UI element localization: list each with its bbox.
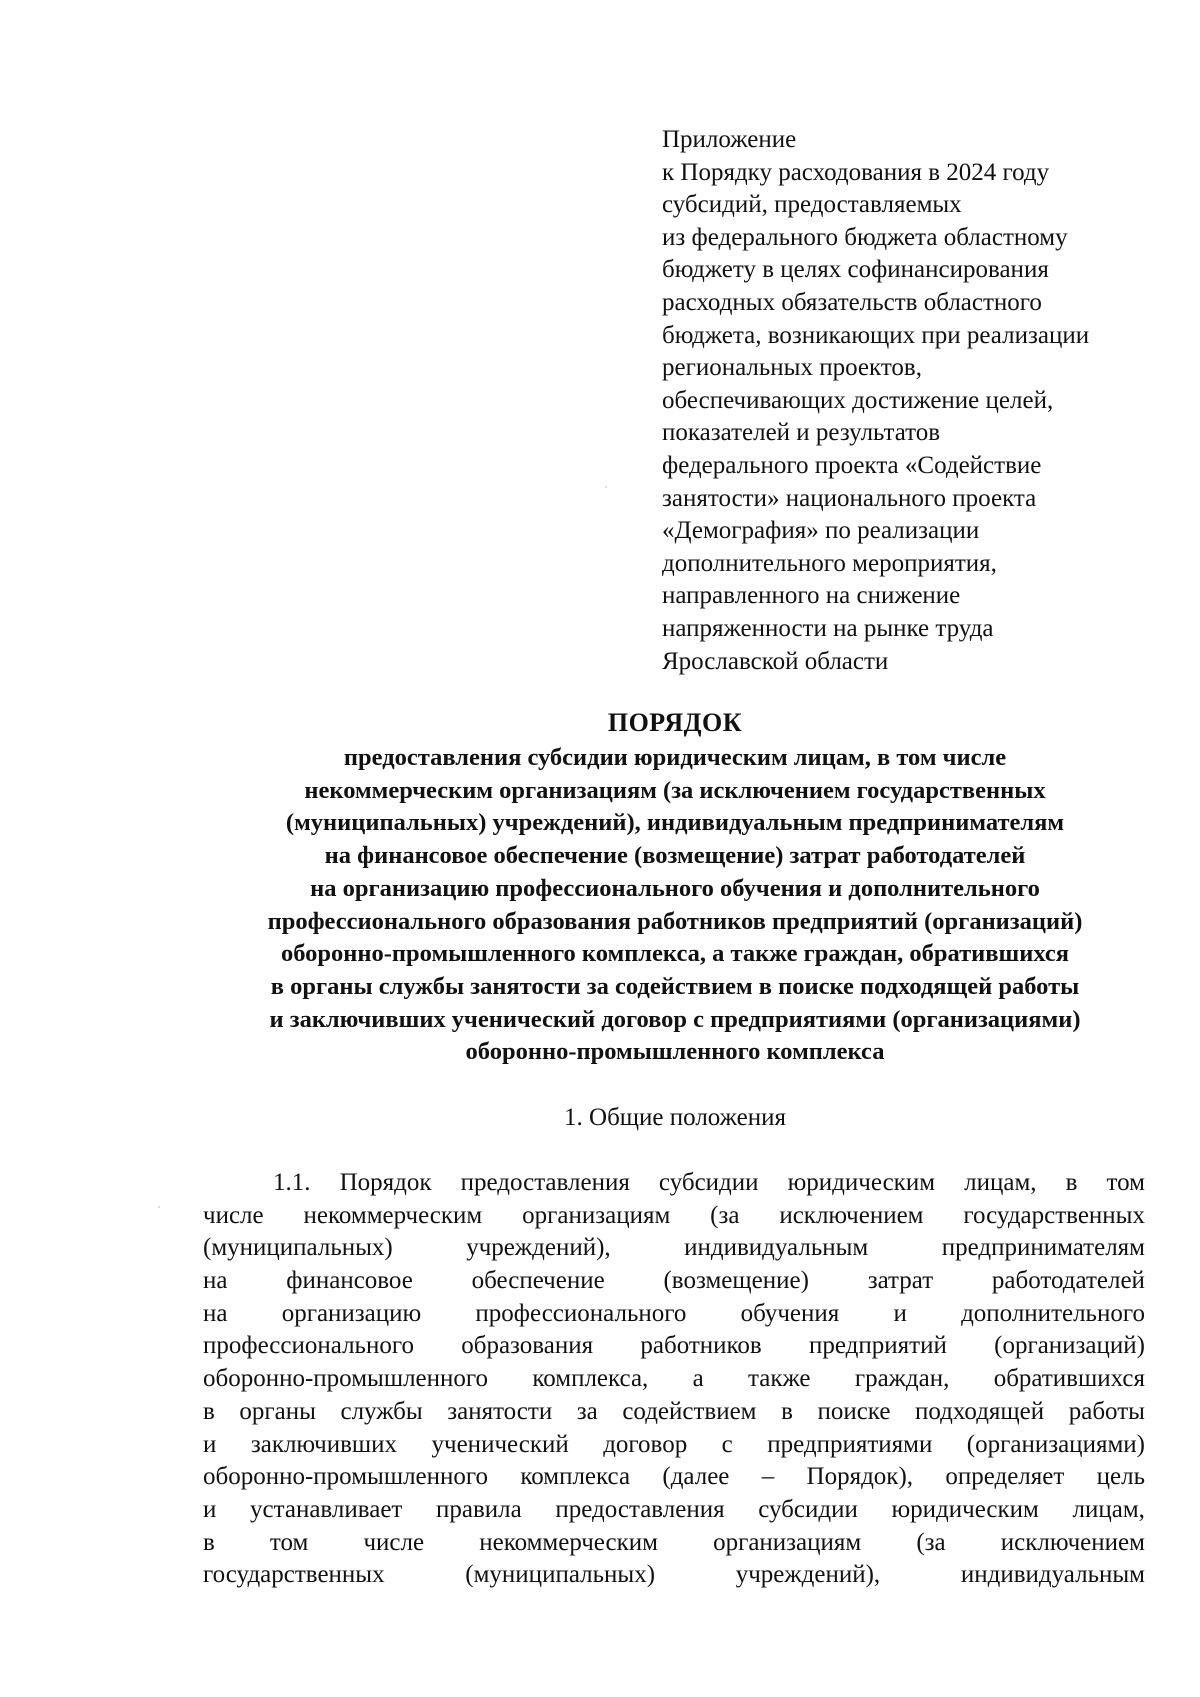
- appendix-line: показателей и результатов: [662, 419, 941, 447]
- subtitle-line: оборонно-промышленного комплекса: [465, 1038, 885, 1066]
- subtitle-line: оборонно-промышленного комплекса, а также граждан, обратившихся: [280, 940, 1070, 968]
- appendix-line: Ярославской области: [662, 647, 889, 675]
- appendix-line: обеспечивающих достижение целей,: [662, 386, 1054, 414]
- paragraph-line: и устанавливает правила предоставления субсидии юридическим лицам,: [203, 1495, 1145, 1523]
- subtitle-line: профессионального образования работников предприятий (организаций): [267, 907, 1083, 935]
- appendix-line: занятости» национального проекта: [662, 484, 1037, 512]
- appendix-line: федерального проекта «Содействие: [662, 451, 1042, 479]
- appendix-line: направленного на снижение: [662, 582, 961, 610]
- paragraph-line: 1.1. Порядок предоставления субсидии юридическим лицам, в том: [273, 1169, 1145, 1196]
- appendix-line: напряженности на рынке труда: [662, 614, 994, 642]
- subtitle-line: (муниципальных) учреждений), индивидуальным предпринимателям: [285, 809, 1065, 837]
- appendix-line: из федерального бюджета областному: [662, 223, 1068, 251]
- paragraph-line: оборонно-промышленного комплекса, а также граждан, обратившихся: [203, 1365, 1145, 1393]
- appendix-line: Приложение: [662, 126, 797, 153]
- paragraph-line: в органы службы занятости за содействием в поиске подходящей работы: [203, 1397, 1145, 1425]
- appendix-line: расходных обязательств областного: [662, 288, 1042, 316]
- paragraph-line: и заключивших ученический договор с предприятиями (организациями): [203, 1430, 1145, 1458]
- subtitle-line: на организацию профессионального обучения и дополнительного: [310, 874, 1040, 902]
- paragraph-line: государственных (муниципальных) учреждений), индивидуальным: [203, 1561, 1145, 1589]
- paragraph-line: числе некоммерческим организациям (за исключением государственных: [203, 1201, 1145, 1229]
- paragraph-line: в том числе некоммерческим организациям (за исключением: [203, 1528, 1145, 1556]
- scan-speck: [605, 486, 607, 488]
- paragraph-line: на организацию профессионального обучения и дополнительного: [203, 1299, 1145, 1327]
- document-subtitle: [150, 742, 1200, 1069]
- appendix-line: «Демография» по реализации: [662, 517, 980, 545]
- section-heading: 1. Общие положения: [564, 1104, 786, 1131]
- document-title: ПОРЯДОК: [607, 708, 743, 737]
- appendix-line: субсидий, предоставляемых: [662, 191, 962, 219]
- subtitle-line: некоммерческим организациям (за исключением государственных: [304, 776, 1046, 804]
- appendix-line: региональных проектов,: [662, 354, 922, 382]
- paragraph-line: оборонно-промышленного комплекса (далее – Порядок), определяет цель: [203, 1463, 1145, 1491]
- subtitle-line: на финансовое обеспечение (возмещение) затрат работодателей: [324, 842, 1026, 870]
- appendix-line: бюджету в целях софинансирования: [662, 256, 1049, 284]
- paragraph-line: на финансовое обеспечение (возмещение) затрат работодателей: [203, 1267, 1145, 1295]
- appendix-line: к Порядку расходования в 2024 году: [662, 158, 1050, 186]
- scan-speck: [158, 1206, 160, 1208]
- appendix-block: [662, 124, 1162, 678]
- subtitle-line: предоставления субсидии юридическим лицам, в том числе: [343, 744, 1007, 771]
- subtitle-line: в органы службы занятости за содействием в поиске подходящей работы: [270, 972, 1080, 1000]
- subtitle-line: и заключивших ученический договор с предприятиями (организациями): [269, 1005, 1081, 1033]
- appendix-line: бюджета, возникающих при реализации: [662, 321, 1090, 349]
- document-title-block: [150, 706, 1200, 1069]
- paragraph-line: профессионального образования работников предприятий (организаций): [203, 1332, 1145, 1360]
- paragraph-line: (муниципальных) учреждений), индивидуальным предпринимателям: [203, 1234, 1145, 1262]
- appendix-line: дополнительного мероприятия,: [662, 549, 997, 577]
- body-paragraph: [203, 1167, 1145, 1592]
